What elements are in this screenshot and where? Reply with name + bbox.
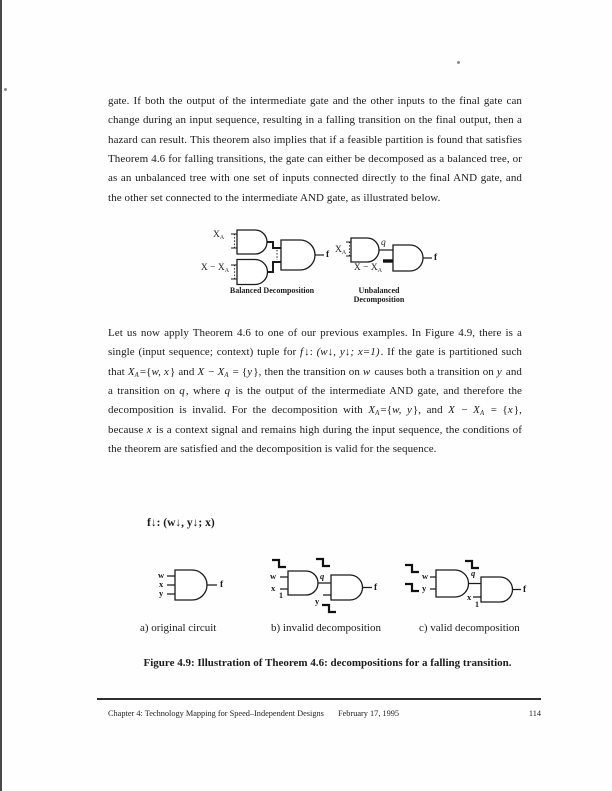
signal-label-xa: $X_A$ (335, 245, 347, 256)
figure-caption: Figure 4.9: Illustration of Theorem 4.6: decompositions for a falling transition. (143, 657, 512, 669)
and-gate (351, 238, 379, 262)
signal-label-xa: $X_A$ (213, 230, 225, 241)
balanced-decomposition-figure (185, 228, 340, 300)
falling-transition-icon (272, 560, 286, 567)
falling-transition-icon (465, 561, 479, 568)
output-label-f: f (374, 583, 378, 593)
wire (267, 242, 281, 248)
and-gate (175, 570, 207, 600)
circuit-b-diagram (266, 556, 388, 618)
circuit-a-original (150, 556, 240, 606)
intermediate-label-q: q (320, 571, 325, 581)
scan-edge-line (0, 0, 2, 791)
signal-label-x-minus-xa: $X - X_A$ (200, 263, 229, 274)
signal-label-x: x (159, 579, 164, 589)
falling-transition-icon (405, 584, 419, 591)
unbalanced-caption: Unbalanced Decomposition (353, 286, 405, 304)
page-number: 114 (528, 709, 541, 718)
signal-label-w: w (270, 571, 277, 581)
intermediate-label-q: q (471, 568, 476, 578)
footer-date: February 17, 1995 (338, 709, 400, 718)
signal-label-w: w (422, 571, 429, 581)
and-gate (288, 571, 318, 595)
const-label-1: 1 (279, 591, 283, 600)
paragraph-1: gate. If both the output of the intermediate gate and the other inputs to the final gate can change during an input sequence, resulting in a falling transition on the final output, then a hazard can result. This theorem also implies that if a feasible partition is found that satisfies Theorem 4.6 for falling transitions, the gate can either be decomposed as a balanced tree, or as an unbalanced tree with one set of inputs connected directly to the final AND gate, and the other set connected to the intermediate AND gate, as illustrated below. (108, 95, 522, 204)
output-label-f: f (434, 253, 438, 263)
signal-label-x: x (271, 583, 276, 593)
signal-label-x: x (467, 592, 472, 602)
const-label-1: 1 (475, 600, 479, 609)
intermediate-label-q: q (381, 238, 386, 248)
signal-label-y: y (315, 596, 320, 606)
and-gate-final (281, 240, 315, 270)
scan-artifact-dot (4, 88, 7, 91)
and-gate-final (331, 575, 363, 600)
and-gate (237, 230, 267, 254)
footer-rule (97, 698, 541, 700)
scan-artifact-dot (457, 61, 460, 64)
signal-label-w: w (158, 570, 165, 580)
falling-transition-icon (405, 565, 419, 572)
output-label-f: f (523, 585, 527, 595)
output-label-f: f (326, 250, 330, 260)
output-label-f: f (220, 580, 224, 590)
unbalanced-decomposition-figure (335, 228, 465, 304)
balanced-caption: Balanced Decomposition (229, 286, 315, 295)
signal-label-y: y (422, 583, 427, 593)
signal-label-y: y (159, 588, 164, 598)
circuit-b-invalid (266, 556, 388, 618)
wire (267, 262, 281, 272)
signal-label-x-minus-xa: $X - X_A$ (353, 263, 382, 274)
and-gate (237, 260, 268, 285)
and-gate (436, 570, 469, 597)
falling-transition-icon (316, 559, 330, 566)
and-gate-final (481, 577, 512, 602)
footer-chapter: Chapter 4: Technology Mapping for Speed–Independent Designs (108, 709, 324, 718)
circuit-a-diagram (150, 556, 240, 606)
circuit-caption-a: a) original circuit (140, 622, 217, 634)
circuit-c-valid (403, 556, 538, 618)
circuit-caption-b: b) invalid decomposition (271, 622, 381, 634)
circuit-caption-c: c) valid decomposition (419, 622, 520, 634)
spec-label: f↓: (w↓, y↓; x) (147, 517, 215, 529)
falling-transition-icon (322, 605, 336, 612)
and-gate-final (393, 245, 423, 271)
paragraph-2: Let us now apply Theorem 4.6 to one of our previous examples. In Figure 4.9, there is a single (input sequence; context) tuple for f↓: (w↓, y↓; x=1). If the gate is partitioned such that $X_A=\{w$, x} and $X - X_A = \{y\}$, then the transition on w causes both a transition on y and a transition on q, where q is the output of the intermediate AND gate, and therefore the decomposition is invalid. For the decomposition with $X_A=\{w$, y}, and $X - X_A = \{x\}$, because x is a context signal and remains high during the input sequence, the conditions of the theorem are satisfied and the decomposition is valid for the sequence. (108, 327, 523, 456)
